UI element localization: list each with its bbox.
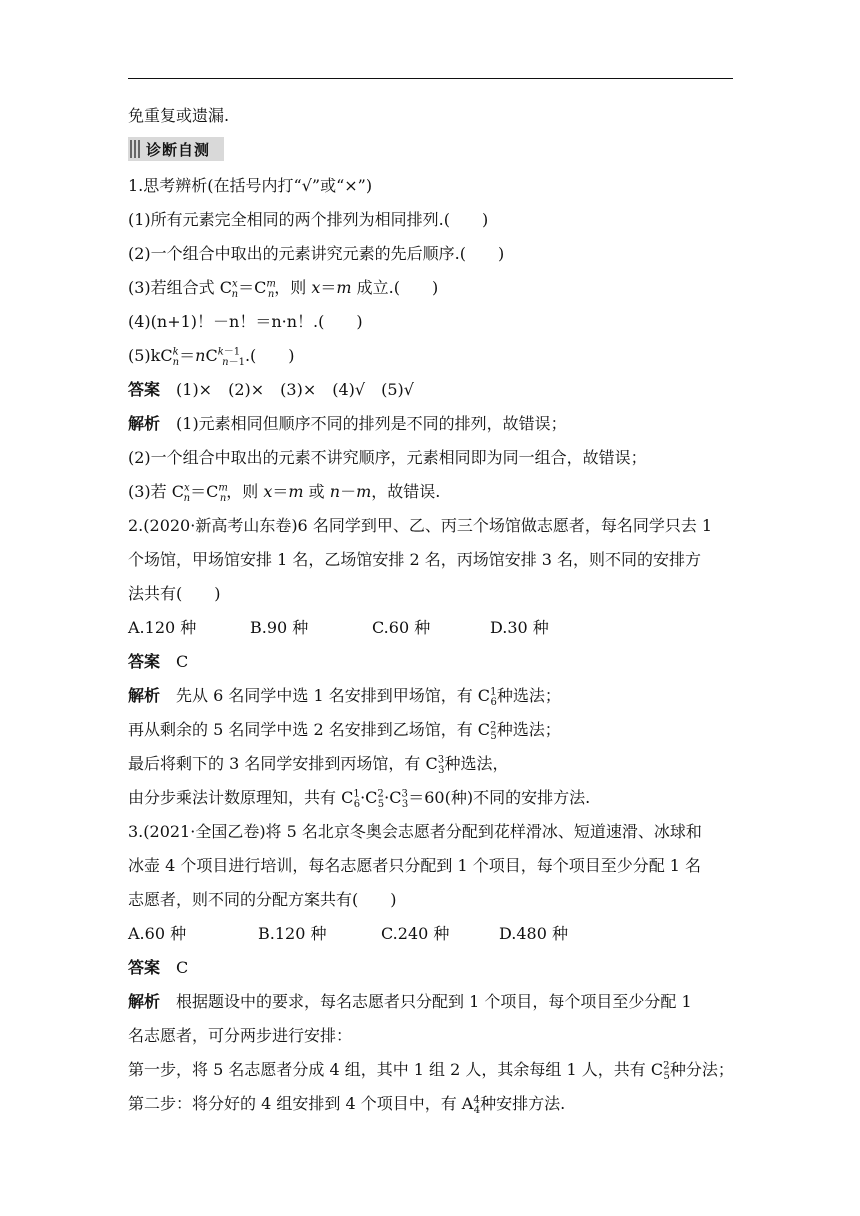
q2-analysis-2: 再从剩余的 5 名同学中选 2 名安排到乙场馆，有 $C^2_5$种选法； — [128, 720, 561, 743]
q3-analysis-1: 解析 根据题设中的要求，每名志愿者只分配到 1 个项目，每个项目至少分配 1 — [128, 992, 692, 1011]
q3-analysis-3: 第一步，将 5 名志愿者分成 4 组，其中 1 组 2 人，其余每组 1 人，共有 $C^2_5$种分法； — [128, 1060, 734, 1083]
q2-line-2: 个场馆，甲场馆安排 1 名，乙场馆安排 2 名，丙场馆安排 3 名，则不同的安排方 — [128, 550, 702, 569]
q3-option-d: D.480 种 — [499, 924, 568, 943]
q3-option-b: B.120 种 — [258, 924, 327, 943]
q1-analysis-2: (2)一个组合中取出的元素不讲究顺序，元素相同即为同一组合，故错误； — [128, 448, 647, 467]
section-tag-label: 诊断自测 — [146, 140, 211, 159]
q2-option-d: D.30 种 — [490, 618, 549, 637]
q2-line-3: 法共有( ) — [128, 584, 221, 603]
q3-analysis-4: 第二步：将分好的 4 组安排到 4 个项目中，有 $A^4_4$种安排方法. — [128, 1094, 566, 1117]
q1-item-2: (2)一个组合中取出的元素讲究元素的先后顺序.( ) — [128, 244, 505, 263]
q3-line-2: 冰壶 4 个项目进行培训，每名志愿者只分配到 1 个项目，每个项目至少分配 1 名 — [128, 856, 702, 875]
q2-options — [128, 618, 549, 638]
q2-analysis-4: 由分步乘法计数原理知，共有 $C^1_6\cdot C^2_5\cdot C^3_3=60$(种)不同的安排方法. — [128, 788, 591, 811]
header-rule — [128, 78, 733, 79]
q1-answer: 答案 (1)× (2)× (3)× (4)√ (5)√ — [128, 380, 414, 399]
q2-analysis-3: 最后将剩下的 3 名同学安排到丙场馆，有 $C^3_3$种选法， — [128, 754, 509, 777]
q3-options — [128, 924, 568, 944]
header-tail-text: 免重复或遗漏. — [128, 106, 230, 125]
q2-option-b: B.90 种 — [250, 618, 309, 637]
q2-option-c: C.60 种 — [372, 618, 431, 637]
q2-analysis-1: 解析 先从 6 名同学中选 1 名安排到甲场馆，有 $C^1_6$种选法； — [128, 686, 561, 709]
q2-line-1: 2.(2020·新高考山东卷)6 名同学到甲、乙、丙三个场馆做志愿者，每名同学只去 1 — [128, 516, 713, 535]
tag-bars-icon — [130, 140, 140, 158]
q1-title: 1.思考辨析(在括号内打“√”或“×”) — [128, 176, 373, 195]
q3-answer: 答案 C — [128, 958, 189, 977]
q3-option-a: A.60 种 — [128, 924, 187, 943]
q3-option-c: C.240 种 — [381, 924, 450, 943]
q1-analysis-1: 解析 (1)元素相同但顺序不同的排列是不同的排列，故错误； — [128, 414, 567, 433]
q1-item-4: (4)(n+1)！－n！＝n·n！.( ) — [128, 312, 363, 331]
q2-answer: 答案 C — [128, 652, 189, 671]
q3-line-3: 志愿者，则不同的分配方案共有( ) — [128, 890, 397, 909]
q1-analysis-3: (3)若 $C^x_n=C^m_n$，则 x＝m 或 n－m，故错误. — [128, 482, 441, 505]
q2-option-a: A.120 种 — [128, 618, 197, 637]
q3-line-1: 3.(2021·全国乙卷)将 5 名北京冬奥会志愿者分配到花样滑冰、短道速滑、冰球和 — [128, 822, 702, 841]
q1-item-1: (1)所有元素完全相同的两个排列为相同排列.( ) — [128, 210, 489, 229]
section-tag — [128, 137, 224, 161]
q1-item-3: (3)若组合式 $C^x_n=C^m_n$，则 x＝m 成立.( ) — [128, 278, 439, 301]
q3-analysis-2: 名志愿者，可分两步进行安排： — [128, 1026, 353, 1045]
q1-item-5: $(5)kC^k_n=nC^{k-1}_{n-1}$.( ) — [128, 346, 295, 369]
